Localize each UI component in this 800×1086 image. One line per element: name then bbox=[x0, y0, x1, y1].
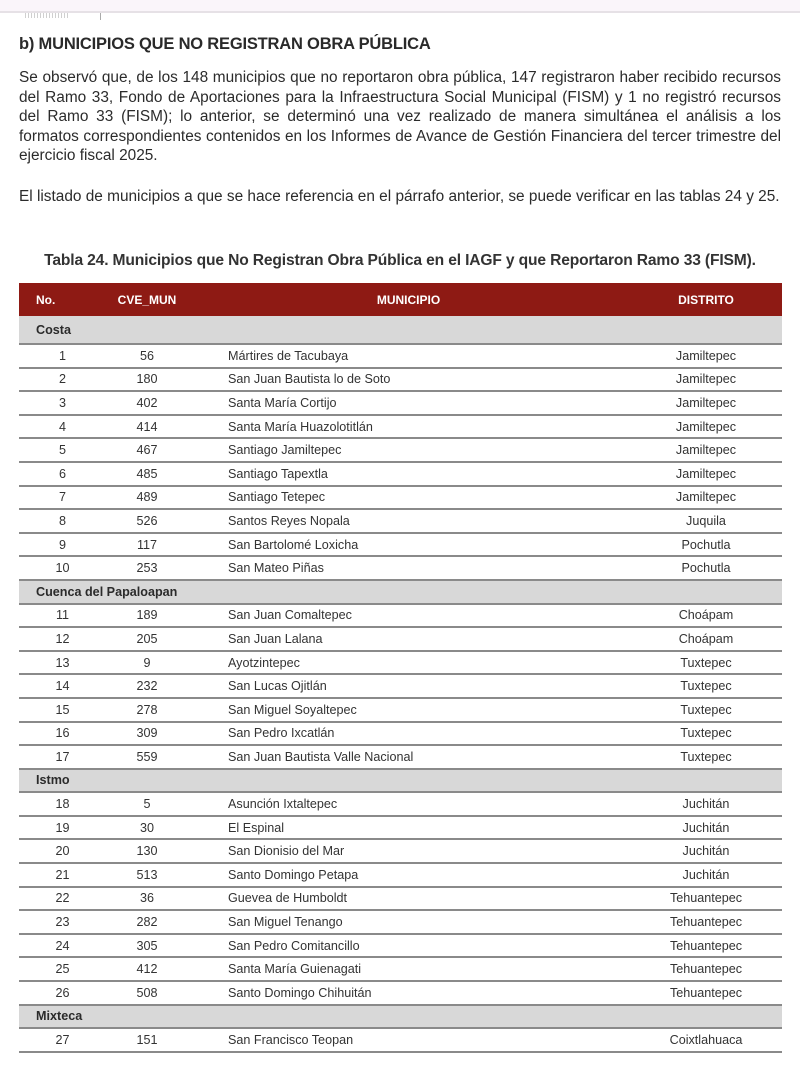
cell-cve-mun: 9 bbox=[106, 651, 188, 675]
cell-municipio: Santa María Guienagati bbox=[188, 957, 630, 981]
paragraph-reference: El listado de municipios a que se hace referencia en el párrafo anterior, se puede verificar en las tablas 24 y 25. bbox=[19, 188, 780, 205]
table-row bbox=[19, 745, 782, 769]
cell-distrito: Tehuantepec bbox=[630, 887, 782, 911]
cell-distrito: Tehuantepec bbox=[630, 910, 782, 934]
table-row bbox=[19, 1028, 782, 1052]
cell-distrito: Juchitán bbox=[630, 816, 782, 840]
cell-municipio: Mártires de Tacubaya bbox=[188, 344, 630, 368]
cell-distrito: Tuxtepec bbox=[630, 698, 782, 722]
cell-cve-mun: 278 bbox=[106, 698, 188, 722]
cell-cve-mun: 56 bbox=[106, 344, 188, 368]
table-row bbox=[19, 533, 782, 557]
table-row bbox=[19, 792, 782, 816]
cell-distrito: Choápam bbox=[630, 604, 782, 628]
table-group-row bbox=[19, 580, 782, 604]
cell-distrito: Tuxtepec bbox=[630, 745, 782, 769]
cell-cve-mun: 309 bbox=[106, 722, 188, 746]
cell-cve-mun: 305 bbox=[106, 934, 188, 958]
cell-municipio: Guevea de Humboldt bbox=[188, 887, 630, 911]
cell-no: 5 bbox=[19, 438, 106, 462]
cell-cve-mun: 489 bbox=[106, 486, 188, 510]
cell-municipio: San Juan Lalana bbox=[188, 627, 630, 651]
table-row bbox=[19, 415, 782, 439]
cell-distrito: Jamiltepec bbox=[630, 344, 782, 368]
cell-cve-mun: 117 bbox=[106, 533, 188, 557]
cell-distrito: Jamiltepec bbox=[630, 391, 782, 415]
cell-cve-mun: 513 bbox=[106, 863, 188, 887]
table-row bbox=[19, 486, 782, 510]
column-header-no: No. bbox=[19, 283, 106, 316]
cell-distrito: Tehuantepec bbox=[630, 957, 782, 981]
cell-municipio: El Espinal bbox=[188, 816, 630, 840]
table-row bbox=[19, 391, 782, 415]
cell-cve-mun: 253 bbox=[106, 556, 188, 580]
cell-municipio: Santa María Cortijo bbox=[188, 391, 630, 415]
table-row bbox=[19, 839, 782, 863]
table-row bbox=[19, 604, 782, 628]
table-row bbox=[19, 863, 782, 887]
cell-no: 27 bbox=[19, 1028, 106, 1052]
cell-cve-mun: 412 bbox=[106, 957, 188, 981]
cell-cve-mun: 180 bbox=[106, 368, 188, 392]
cell-cve-mun: 232 bbox=[106, 674, 188, 698]
cell-no: 10 bbox=[19, 556, 106, 580]
cell-distrito: Juchitán bbox=[630, 792, 782, 816]
cell-no: 9 bbox=[19, 533, 106, 557]
region-label: Istmo bbox=[19, 769, 782, 793]
region-label: Cuenca del Papaloapan bbox=[19, 580, 782, 604]
table-row bbox=[19, 509, 782, 533]
table-row bbox=[19, 698, 782, 722]
cell-municipio: San Mateo Piñas bbox=[188, 556, 630, 580]
municipios-table bbox=[19, 283, 782, 1053]
cell-municipio: Santo Domingo Petapa bbox=[188, 863, 630, 887]
table-group-row bbox=[19, 769, 782, 793]
cell-municipio: San Juan Bautista lo de Soto bbox=[188, 368, 630, 392]
cell-no: 8 bbox=[19, 509, 106, 533]
cell-distrito: Coixtlahuaca bbox=[630, 1028, 782, 1052]
cell-no: 4 bbox=[19, 415, 106, 439]
cell-no: 16 bbox=[19, 722, 106, 746]
cell-cve-mun: 205 bbox=[106, 627, 188, 651]
cell-cve-mun: 189 bbox=[106, 604, 188, 628]
cell-municipio: Santiago Tetepec bbox=[188, 486, 630, 510]
cell-no: 6 bbox=[19, 462, 106, 486]
table-row bbox=[19, 462, 782, 486]
cell-no: 13 bbox=[19, 651, 106, 675]
section-heading: b) MUNICIPIOS QUE NO REGISTRAN OBRA PÚBLICA bbox=[19, 35, 431, 53]
cell-distrito: Pochutla bbox=[630, 556, 782, 580]
column-header-municipio: MUNICIPIO bbox=[188, 283, 630, 316]
table-row bbox=[19, 957, 782, 981]
paragraph-observation: Se observó que, de los 148 municipios que no reportaron obra pública, 147 registraron haber recibido recursos del Ramo 33, Fondo de Aportaciones para la Infraestructura Social Municipal (FISM) y 1 no registró recursos del Ramo 33 (FISM); lo anterior, se determinó una vez realizado de manera simultánea el análisis a los formatos correspondientes contenidos en los Informes de Avance de Gestión Financiera del tercer trimestre del ejercicio fiscal 2025. bbox=[19, 69, 781, 165]
column-header-distrito: DISTRITO bbox=[630, 283, 782, 316]
table-row bbox=[19, 651, 782, 675]
cell-municipio: San Miguel Tenango bbox=[188, 910, 630, 934]
table-group-row bbox=[19, 316, 782, 344]
cell-distrito: Juchitán bbox=[630, 863, 782, 887]
cell-distrito: Jamiltepec bbox=[630, 438, 782, 462]
cell-municipio: San Dionisio del Mar bbox=[188, 839, 630, 863]
table-row bbox=[19, 556, 782, 580]
table-caption: Tabla 24. Municipios que No Registran Obra Pública en el IAGF y que Reportaron Ramo 33 (FISM). bbox=[44, 252, 756, 269]
cell-no: 24 bbox=[19, 934, 106, 958]
cell-municipio: San Miguel Soyaltepec bbox=[188, 698, 630, 722]
table-row bbox=[19, 627, 782, 651]
cell-distrito: Tehuantepec bbox=[630, 981, 782, 1005]
cell-no: 7 bbox=[19, 486, 106, 510]
cell-cve-mun: 36 bbox=[106, 887, 188, 911]
cell-distrito: Jamiltepec bbox=[630, 462, 782, 486]
page-header-mark bbox=[25, 13, 70, 18]
cell-no: 20 bbox=[19, 839, 106, 863]
cell-no: 1 bbox=[19, 344, 106, 368]
cell-municipio: Santiago Jamiltepec bbox=[188, 438, 630, 462]
cell-cve-mun: 526 bbox=[106, 509, 188, 533]
cell-no: 3 bbox=[19, 391, 106, 415]
cell-distrito: Jamiltepec bbox=[630, 415, 782, 439]
cell-no: 12 bbox=[19, 627, 106, 651]
cell-municipio: Ayotzintepec bbox=[188, 651, 630, 675]
cell-cve-mun: 485 bbox=[106, 462, 188, 486]
cell-cve-mun: 130 bbox=[106, 839, 188, 863]
cell-no: 15 bbox=[19, 698, 106, 722]
table-row bbox=[19, 368, 782, 392]
cell-no: 23 bbox=[19, 910, 106, 934]
cell-cve-mun: 559 bbox=[106, 745, 188, 769]
cell-no: 22 bbox=[19, 887, 106, 911]
cell-distrito: Jamiltepec bbox=[630, 486, 782, 510]
cell-no: 2 bbox=[19, 368, 106, 392]
table-row bbox=[19, 722, 782, 746]
cell-distrito: Jamiltepec bbox=[630, 368, 782, 392]
cell-municipio: San Pedro Ixcatlán bbox=[188, 722, 630, 746]
cell-no: 25 bbox=[19, 957, 106, 981]
cell-no: 18 bbox=[19, 792, 106, 816]
table-row bbox=[19, 674, 782, 698]
table-row bbox=[19, 887, 782, 911]
cell-no: 11 bbox=[19, 604, 106, 628]
cell-municipio: San Juan Comaltepec bbox=[188, 604, 630, 628]
cell-distrito: Tuxtepec bbox=[630, 651, 782, 675]
cell-municipio: San Pedro Comitancillo bbox=[188, 934, 630, 958]
table-row bbox=[19, 910, 782, 934]
cell-no: 17 bbox=[19, 745, 106, 769]
cell-municipio: San Bartolomé Loxicha bbox=[188, 533, 630, 557]
table-row bbox=[19, 981, 782, 1005]
region-label: Mixteca bbox=[19, 1005, 782, 1029]
cell-municipio: Santo Domingo Chihuitán bbox=[188, 981, 630, 1005]
cell-distrito: Tuxtepec bbox=[630, 722, 782, 746]
cell-cve-mun: 402 bbox=[106, 391, 188, 415]
cell-cve-mun: 467 bbox=[106, 438, 188, 462]
cell-cve-mun: 414 bbox=[106, 415, 188, 439]
column-header-cve-mun: CVE_MUN bbox=[106, 283, 188, 316]
cell-distrito: Juchitán bbox=[630, 839, 782, 863]
cell-municipio: Santiago Tapextla bbox=[188, 462, 630, 486]
region-label: Costa bbox=[19, 316, 782, 344]
cell-cve-mun: 282 bbox=[106, 910, 188, 934]
cell-distrito: Pochutla bbox=[630, 533, 782, 557]
table-row bbox=[19, 438, 782, 462]
cell-distrito: Choápam bbox=[630, 627, 782, 651]
cell-distrito: Tuxtepec bbox=[630, 674, 782, 698]
cell-municipio: San Juan Bautista Valle Nacional bbox=[188, 745, 630, 769]
cell-municipio: Asunción Ixtaltepec bbox=[188, 792, 630, 816]
cell-municipio: Santos Reyes Nopala bbox=[188, 509, 630, 533]
table-row bbox=[19, 816, 782, 840]
cell-cve-mun: 5 bbox=[106, 792, 188, 816]
cell-no: 21 bbox=[19, 863, 106, 887]
cell-no: 14 bbox=[19, 674, 106, 698]
cell-distrito: Juquila bbox=[630, 509, 782, 533]
cell-municipio: San Francisco Teopan bbox=[188, 1028, 630, 1052]
table-row bbox=[19, 934, 782, 958]
cell-cve-mun: 151 bbox=[106, 1028, 188, 1052]
cell-cve-mun: 508 bbox=[106, 981, 188, 1005]
cell-distrito: Tehuantepec bbox=[630, 934, 782, 958]
table-group-row bbox=[19, 1005, 782, 1029]
page-header-divider bbox=[100, 13, 101, 20]
table-row bbox=[19, 344, 782, 368]
cell-municipio: Santa María Huazolotitlán bbox=[188, 415, 630, 439]
cell-cve-mun: 30 bbox=[106, 816, 188, 840]
cell-municipio: San Lucas Ojitlán bbox=[188, 674, 630, 698]
table-body bbox=[19, 316, 782, 1052]
cell-no: 19 bbox=[19, 816, 106, 840]
cell-no: 26 bbox=[19, 981, 106, 1005]
viewer-top-bar bbox=[0, 0, 800, 13]
table-header-row bbox=[19, 283, 782, 316]
